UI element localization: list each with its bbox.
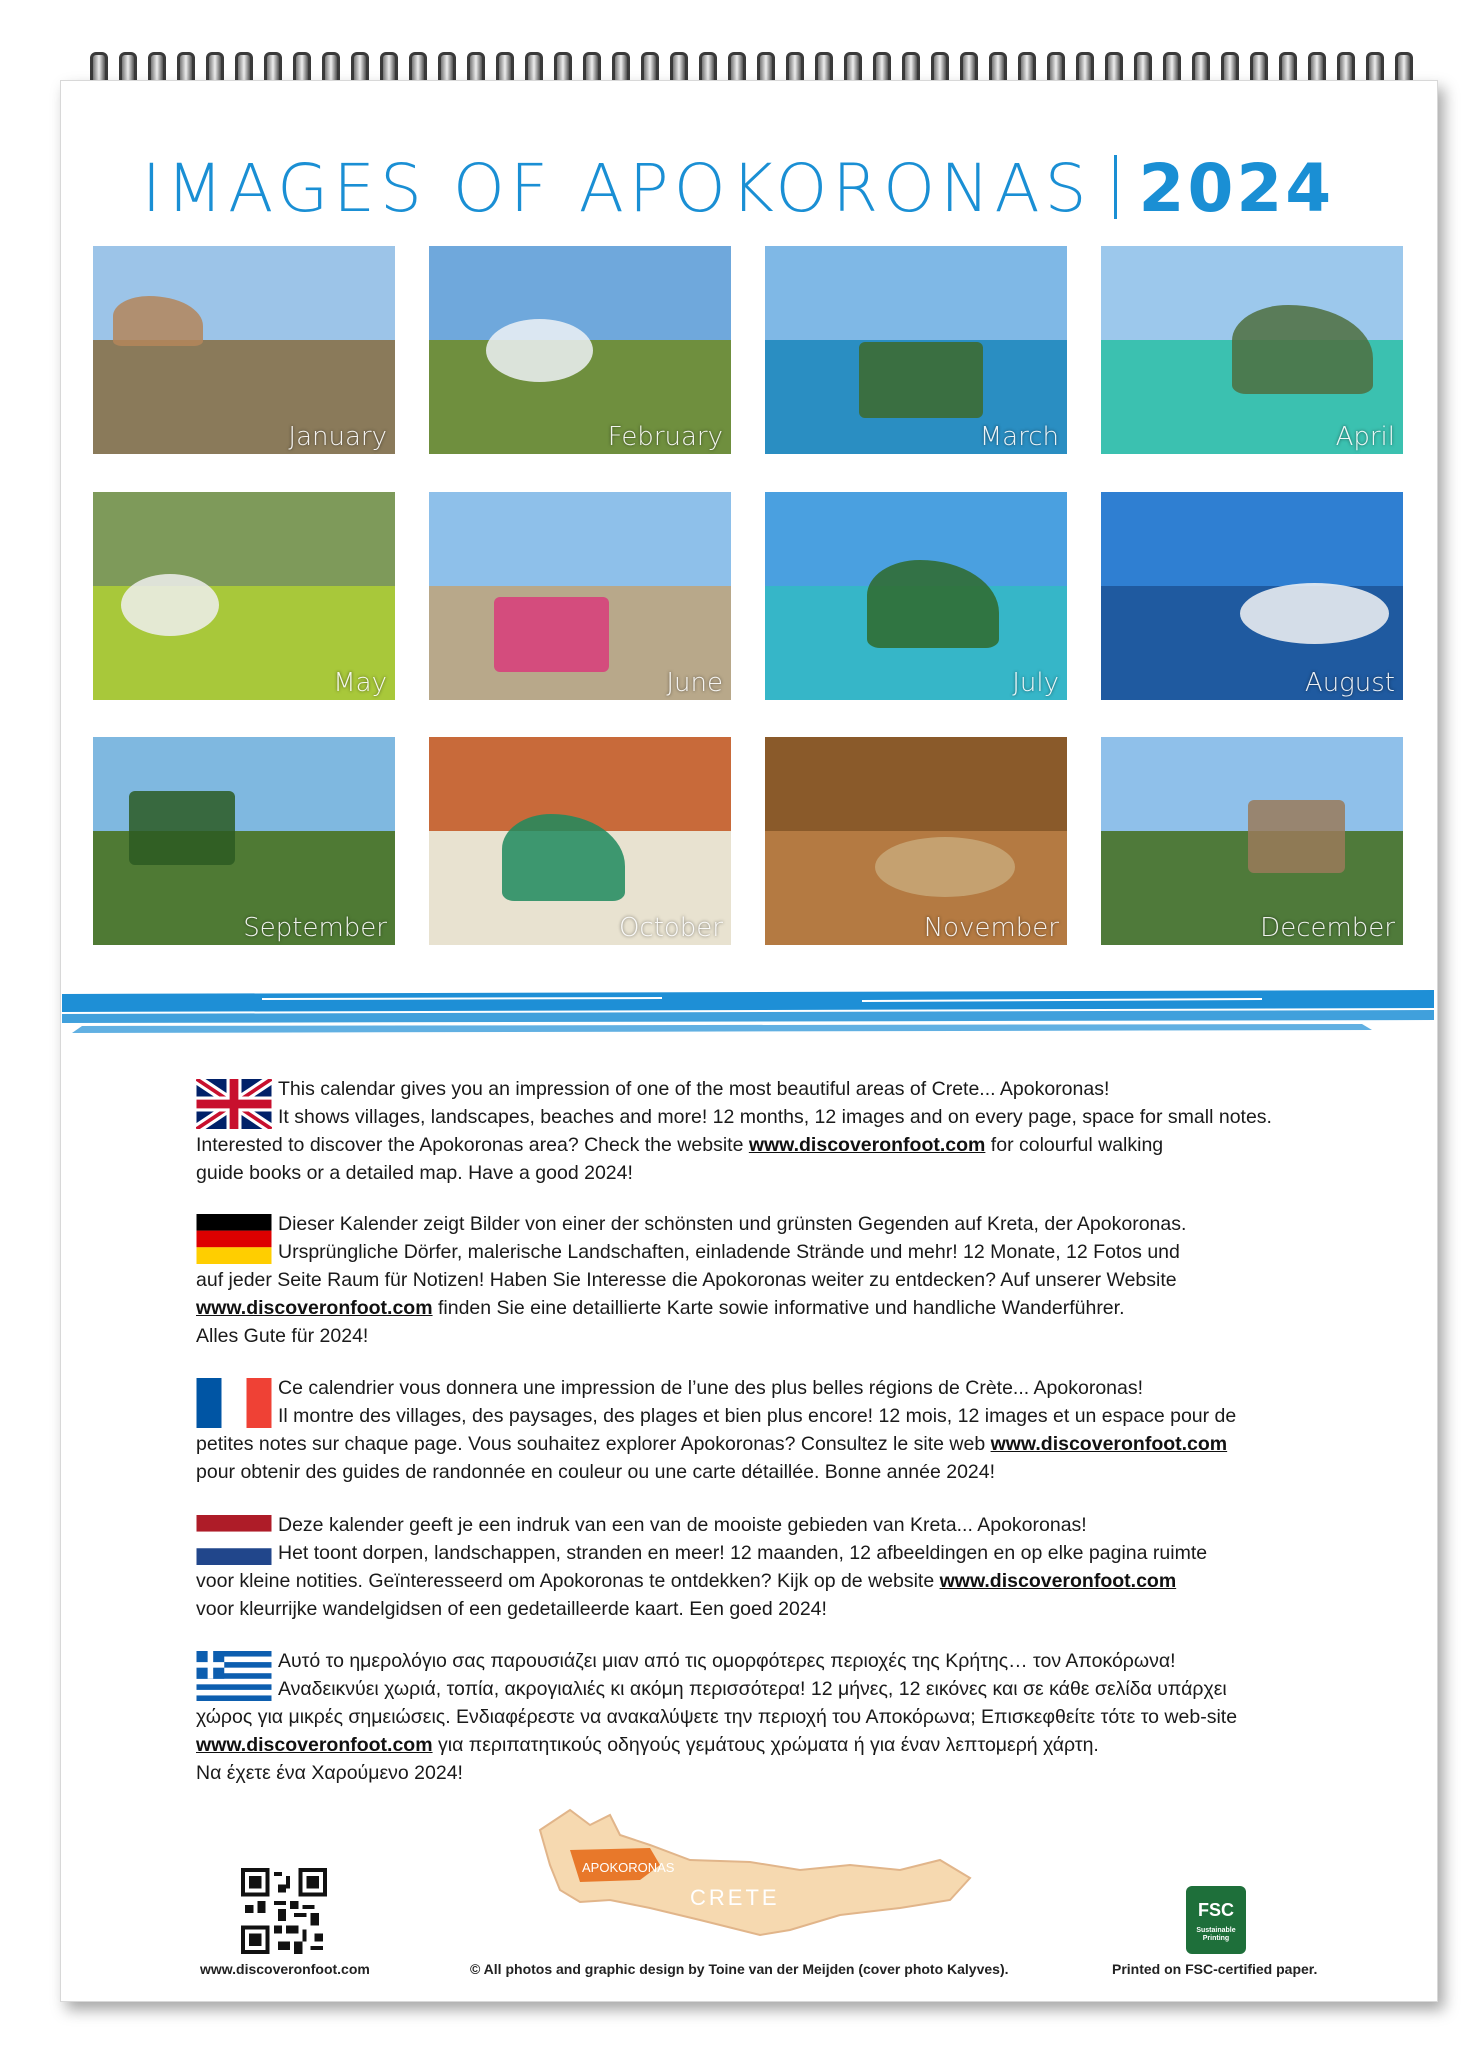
uk-flag-icon <box>196 1079 272 1129</box>
photo-detail <box>859 342 983 418</box>
dutch-line-3: voor kleine notities. Geïnteresseerd om Apokoronas te ontdekken? Kijk op de website <box>196 1570 940 1592</box>
greek-line-3: χώρος για μικρές σημειώσεις. Ενδιαφέρεστε να ανακαλύψετε την περιοχή του Αποκόρωνα; Επισκεφθείτε τότε το web-site <box>196 1706 1238 1728</box>
website-link[interactable]: www.discoveronfoot.com <box>196 1734 433 1756</box>
photo-sky <box>429 492 731 586</box>
france-flag-icon <box>196 1378 272 1428</box>
greek-line-2: Αναδεικνύει χωριά, τοπία, ακρογιαλιές κι ακόμη περισσότερα! 12 μήνες, 12 εικόνες και σε κάθε σελίδα υπάρχει <box>278 1678 1227 1700</box>
website-link[interactable]: www.discoveronfoot.com <box>196 1297 433 1319</box>
dutch-line-1: Deze kalender geeft je een indruk van een van de mooiste gebieden van Kreta... Apokoronas! <box>278 1514 1087 1536</box>
title-separator <box>1114 155 1117 219</box>
dutch-line-2: Het toont dorpen, landschappen, stranden en meer! 12 maanden, 12 afbeeldingen en op elke pagina ruimte <box>278 1542 1208 1564</box>
english-line-4: guide books or a detailed map. Have a good 2024! <box>196 1162 633 1184</box>
netherlands-flag-icon <box>196 1515 272 1565</box>
month-photo-june <box>429 492 731 700</box>
german-line-5: Alles Gute für 2024! <box>196 1325 369 1347</box>
month-label: February <box>607 422 723 452</box>
fsc-logo-text: FSC <box>1198 1900 1234 1920</box>
month-label: June <box>666 668 723 698</box>
month-photo-july <box>765 492 1067 700</box>
photo-detail <box>875 837 1015 897</box>
month-label: August <box>1304 668 1395 698</box>
greek-line-1: Αυτό το ημερολόγιο σας παρουσιάζει μιαν από τις ομορφότερες περιοχές της Κρήτης… τον Αποκόρωνα! <box>278 1650 1176 1672</box>
month-label: April <box>1335 422 1395 452</box>
french-line-1: Ce calendrier vous donnera une impression de l’une des plus belles régions de Crète... Apokoronas! <box>278 1377 1144 1399</box>
photo-sky <box>429 737 731 831</box>
photo-sky <box>429 246 731 340</box>
map-island-label: CRETE <box>690 1885 780 1910</box>
website-link[interactable]: www.discoveronfoot.com <box>748 1134 986 1156</box>
photo-detail <box>486 319 593 382</box>
paragraph-german <box>196 1210 1346 1350</box>
french-line-2: Il montre des villages, des paysages, des plages et bien plus encore! 12 mois, 12 images et un espace pour de <box>278 1405 1237 1427</box>
title-text: IMAGES OF APOKORONAS <box>141 150 1092 227</box>
photo-detail <box>121 574 219 636</box>
month-label: November <box>923 913 1059 943</box>
photo-sky <box>1101 492 1403 586</box>
fsc-logo-subtext: Sustainable Printing <box>1196 1927 1236 1942</box>
website-link[interactable]: www.discoveronfoot.com <box>990 1433 1228 1455</box>
fsc-logo <box>1186 1886 1246 1954</box>
month-photo-december <box>1101 737 1403 945</box>
english-line-1: This calendar gives you an impression of one of the most beautiful areas of Crete... Apokoronas! <box>278 1078 1110 1100</box>
photo-detail <box>1240 583 1389 644</box>
paragraph-greek <box>196 1647 1346 1787</box>
page-title <box>0 150 1476 227</box>
photo-sky <box>765 737 1067 831</box>
month-photo-january <box>93 246 395 454</box>
crete-map <box>520 1790 980 1940</box>
photo-detail <box>129 791 235 865</box>
month-photo-september <box>93 737 395 945</box>
photo-sky <box>93 492 395 586</box>
month-label: October <box>618 913 723 943</box>
map-region-label: APOKORONAS <box>582 1860 675 1875</box>
month-label: March <box>979 422 1059 452</box>
footer-fsc-note: Printed on FSC-certified paper. <box>1112 1961 1318 1977</box>
month-label: December <box>1260 913 1395 943</box>
greek-line-4: για περιπατητικούς οδηγούς γεμάτους χρώματα ή για έναν λεπτομερή χάρτη. <box>432 1734 1099 1756</box>
german-line-3: auf jeder Seite Raum für Notizen! Haben Sie Interesse die Apokoronas weiter zu entdecken? Auf unserer Website <box>196 1269 1177 1291</box>
month-photo-april <box>1101 246 1403 454</box>
dutch-line-4: voor kleurrijke wandelgidsen of een gedetailleerde kaart. Een goed 2024! <box>196 1598 827 1620</box>
french-line-3: petites notes sur chaque page. Vous souhaitez explorer Apokoronas? Consultez le site web <box>196 1433 991 1455</box>
paragraph-french <box>196 1374 1346 1486</box>
month-label: September <box>243 913 387 943</box>
footer-website[interactable]: www.discoveronfoot.com <box>200 1961 370 1977</box>
blue-brush-divider <box>62 986 1434 1038</box>
english-line-3: Interested to discover the Apokoronas area? Check the website <box>196 1134 749 1156</box>
english-line-2: It shows villages, landscapes, beaches and more! 12 months, 12 images and on every page, space for small notes. <box>278 1106 1272 1128</box>
month-photo-may <box>93 492 395 700</box>
photo-detail <box>1248 800 1345 873</box>
paragraph-dutch <box>196 1511 1346 1623</box>
footer-credits: © All photos and graphic design by Toine van der Meijden (cover photo Kalyves). <box>470 1961 1009 1977</box>
website-link[interactable]: www.discoveronfoot.com <box>939 1570 1177 1592</box>
germany-flag-icon <box>196 1214 272 1264</box>
paragraph-english <box>196 1075 1346 1187</box>
greece-flag-icon <box>196 1651 272 1701</box>
german-line-2: Ursprüngliche Dörfer, malerische Landschaften, einladende Strände und mehr! 12 Monate, 12 Fotos und <box>278 1241 1180 1263</box>
title-year: 2024 <box>1138 150 1335 227</box>
month-photo-march <box>765 246 1067 454</box>
german-line-1: Dieser Kalender zeigt Bilder von einer der schönsten und grünsten Gegenden auf Kreta, der Apokoronas. <box>278 1213 1187 1235</box>
month-label: January <box>288 422 387 452</box>
french-line-4: pour obtenir des guides de randonnée en couleur ou une carte détaillée. Bonne année 2024! <box>196 1461 996 1483</box>
month-label: July <box>1012 668 1059 698</box>
qr-code[interactable] <box>241 1868 327 1954</box>
month-photo-october <box>429 737 731 945</box>
month-photo-november <box>765 737 1067 945</box>
greek-line-5: Να έχετε ένα Χαρούμενο 2024! <box>196 1762 463 1784</box>
month-photo-august <box>1101 492 1403 700</box>
photo-detail <box>494 597 609 672</box>
english-line-3-end: for colourful walking <box>985 1134 1164 1156</box>
month-label: May <box>333 668 387 698</box>
german-line-4: finden Sie eine detaillierte Karte sowie informative und handliche Wanderführer. <box>432 1297 1125 1319</box>
month-photo-february <box>429 246 731 454</box>
photo-sky <box>765 246 1067 340</box>
